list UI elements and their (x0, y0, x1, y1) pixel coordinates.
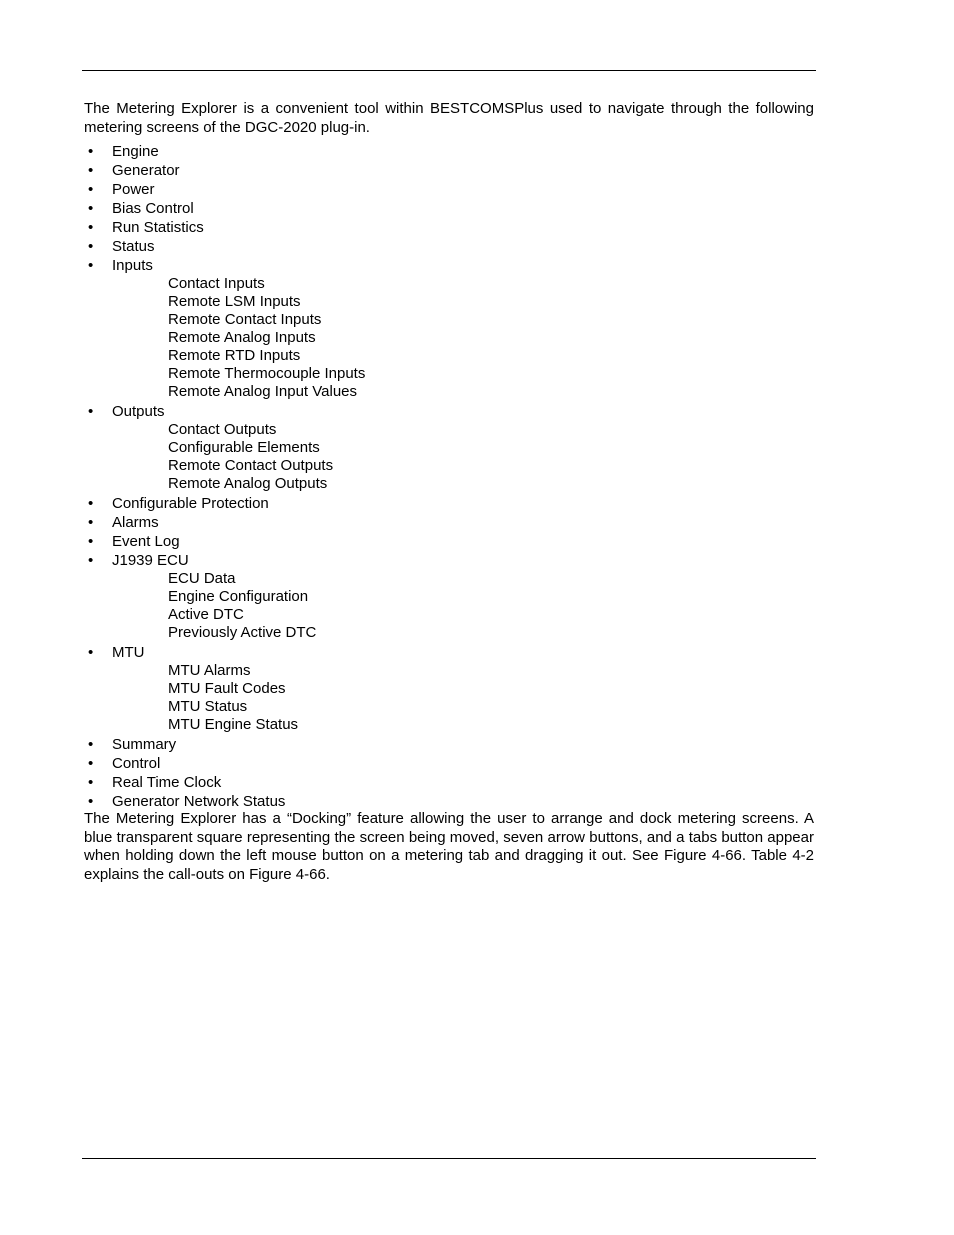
sub-list-item: Contact Inputs (168, 275, 265, 292)
list-item (84, 180, 684, 199)
list-item-label: J1939 ECU (112, 552, 189, 569)
list-item-label: Generator (112, 162, 180, 179)
sub-list-item: MTU Fault Codes (168, 680, 286, 697)
sub-list (112, 275, 684, 402)
list-item-label: Summary (112, 736, 177, 753)
list-item (84, 199, 684, 218)
list-item-label: Run Statistics (112, 219, 204, 236)
bullet-icon: • (88, 755, 94, 772)
sub-list-item: Remote RTD Inputs (168, 347, 301, 364)
bullet-icon: • (88, 403, 94, 420)
bullet-icon: • (88, 200, 94, 217)
bullet-icon: • (88, 257, 94, 274)
sub-list-item: Remote Contact Outputs (168, 457, 334, 474)
list-item-label: Event Log (112, 533, 180, 550)
sub-list-item: Engine Configuration (168, 588, 309, 605)
sub-list-item: MTU Engine Status (168, 716, 299, 733)
list-item (84, 532, 684, 551)
list-item (84, 237, 684, 256)
sub-list-item: Remote Analog Inputs (168, 329, 316, 346)
list-item (84, 792, 684, 811)
sub-list-item: MTU Status (168, 698, 248, 715)
sub-list-item: Remote LSM Inputs (168, 293, 301, 310)
sub-list-item: Contact Outputs (168, 421, 277, 438)
list-item (84, 402, 684, 494)
list-item-label: Inputs (112, 257, 153, 274)
list-item-label: Control (112, 755, 161, 772)
sub-list-item: Configurable Elements (168, 439, 320, 456)
list-item (84, 773, 684, 792)
bullet-icon: • (88, 514, 94, 531)
list-item-label: Alarms (112, 514, 159, 531)
bullet-icon: • (88, 793, 94, 810)
list-item-label: Outputs (112, 403, 165, 420)
sub-list-item: Remote Analog Outputs (168, 475, 328, 492)
bullet-icon: • (88, 181, 94, 198)
bullet-icon: • (88, 162, 94, 179)
sub-list-item: Remote Analog Input Values (168, 383, 358, 400)
docking-paragraph: The Metering Explorer has a “Docking” feature allowing the user to arrange and dock metering screens. A blue transparent square representing the screen being moved, seven arrow buttons, and a tabs button appear when holding down the left mouse button on a metering tab and dragging it out. See Figure 4-66. Table 4-2 explains the call-outs on Figure 4-66. (84, 810, 814, 883)
sub-list (112, 570, 684, 643)
sub-list-item: Remote Contact Inputs (168, 311, 322, 328)
sub-list-item: Active DTC (168, 606, 244, 623)
bullet-icon: • (88, 238, 94, 255)
list-item (84, 643, 684, 735)
bullet-icon: • (88, 533, 94, 550)
bullet-icon: • (88, 736, 94, 753)
list-item (84, 735, 684, 754)
list-item-label: Real Time Clock (112, 774, 222, 791)
list-item (84, 494, 684, 513)
sub-list-item: Remote Thermocouple Inputs (168, 365, 366, 382)
list-item-label: Power (112, 181, 155, 198)
sub-list (112, 421, 684, 494)
list-item (84, 218, 684, 237)
bullet-icon: • (88, 495, 94, 512)
bullet-icon: • (88, 774, 94, 791)
header-rule (82, 70, 816, 71)
bullet-icon: • (88, 552, 94, 569)
sub-list-item: Previously Active DTC (168, 624, 317, 641)
list-item (84, 551, 684, 643)
bullet-icon: • (88, 644, 94, 661)
sub-list (112, 662, 684, 735)
metering-screen-list (84, 142, 684, 811)
list-item (84, 161, 684, 180)
list-item (84, 142, 684, 161)
list-item-label: Status (112, 238, 155, 255)
list-item (84, 256, 684, 402)
list-item (84, 754, 684, 773)
footer-rule (82, 1158, 816, 1159)
list-item (84, 513, 684, 532)
sub-list-item: ECU Data (168, 570, 236, 587)
sub-list-item: MTU Alarms (168, 662, 251, 679)
list-item-label: Bias Control (112, 200, 194, 217)
intro-paragraph: The Metering Explorer is a convenient tool within BESTCOMSPlus used to navigate through the following metering screens of the DGC-2020 plug-in. (84, 100, 814, 136)
bullet-icon: • (88, 219, 94, 236)
bullet-icon: • (88, 143, 94, 160)
list-item-label: Configurable Protection (112, 495, 269, 512)
list-item-label: Generator Network Status (112, 793, 286, 810)
list-item-label: MTU (112, 644, 145, 661)
list-item-label: Engine (112, 143, 159, 160)
